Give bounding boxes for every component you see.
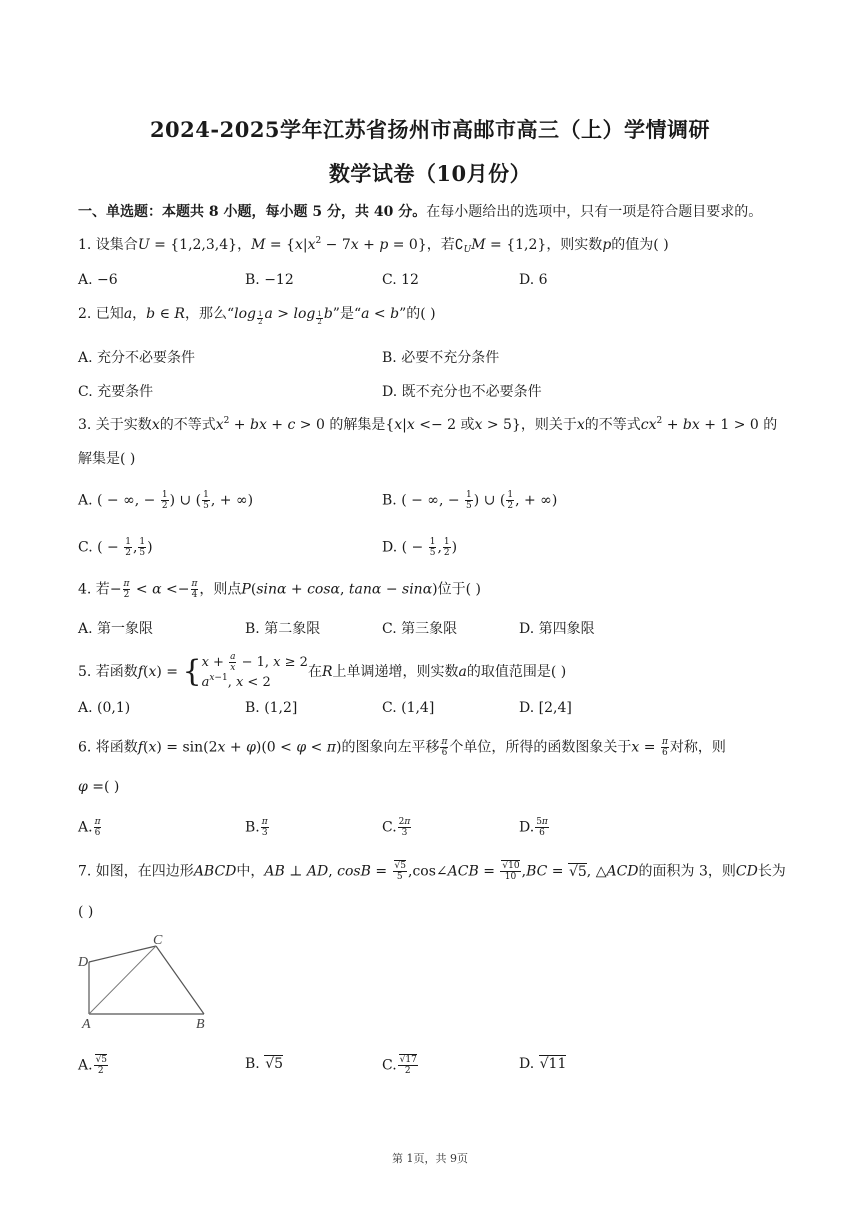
question-7-stem-cont: ( ) (78, 904, 94, 920)
q3-option-b[interactable]: B. ( − ∞, − $\frac{1}{5}$ ) ∪ ( $\frac{1}{2}$ , + ∞) (382, 490, 558, 511)
q2-option-b[interactable]: B. 必要不充分条件 (382, 350, 500, 366)
q1-option-a[interactable]: A. −6 (78, 272, 118, 288)
label-d: D (78, 955, 89, 970)
question-4-stem: 4. 若− $\frac{\pi}{2}$ < α <− $\frac{\pi}{4}$ ，则点P(sinα + cosα, tanα − sinα)位于( ) (78, 579, 481, 600)
q5-option-c[interactable]: C. (1,4] (382, 700, 435, 716)
q4-option-b[interactable]: B. 第二象限 (245, 621, 321, 637)
question-1-stem: 1. 设集合U = {1,2,3,4}，$M = \{x|x^2 - 7x + p = 0\}$，若$∁_UM = \{1,2\}$，则实数p的值为( ) (78, 236, 669, 255)
q7-option-a[interactable]: A. $\frac{√5}{2}$ (78, 1055, 108, 1076)
q2-option-d[interactable]: D. 既不充分也不必要条件 (382, 384, 542, 400)
question-3-stem-cont: 解集是( ) (78, 451, 136, 467)
q6-option-a[interactable]: A. $\frac{\pi}{6}$ (78, 817, 101, 838)
question-6-stem-cont: φ =( ) (78, 779, 120, 795)
q7-option-d[interactable]: D. √11 (519, 1056, 567, 1072)
q3-option-a[interactable]: A. ( − ∞, − $\frac{1}{2}$ ) ∪ ( $\frac{1}{5}$ , + ∞) (78, 490, 254, 511)
q2-option-a[interactable]: A. 充分不必要条件 (78, 350, 196, 366)
q5-option-a[interactable]: A. (0,1) (78, 700, 131, 716)
label-a: A (82, 1017, 91, 1032)
q5-option-d[interactable]: D. [2,4] (519, 700, 572, 716)
q6-option-b[interactable]: B. $\frac{\pi}{3}$ (245, 817, 268, 838)
exam-title-line1: 2024-2025学年江苏省扬州市高邮市高三（上）学情调研 (149, 117, 711, 142)
question-6-stem: 6. 将函数f(x) = sin(2x + φ)(0 < φ < π)的图象向左平移 $\frac{\pi}{6}$ 个单位，所得的函数图象关于x = $\frac{\pi}{6}$ 对称，则 (78, 737, 726, 758)
diagonal-ac (89, 946, 156, 1014)
q7-option-c[interactable]: C. $\frac{√17}{2}$ (382, 1055, 417, 1076)
question-2-stem: 2. 已知a，b ∈ R，那么“log $_{\frac{1}{2}}$ a > log $_{\frac{1}{2}}$ b”是“a < b”的( ) (78, 306, 436, 326)
exam-title-line2: 数学试卷（10月份） (328, 161, 532, 186)
q1-option-b[interactable]: B. −12 (245, 272, 294, 288)
q2-option-c[interactable]: C. 充要条件 (78, 384, 154, 400)
section-instructions: 在每小题给出的选项中，只有一项是符合题目要求的。 (426, 204, 763, 220)
q4-option-a[interactable]: A. 第一象限 (78, 621, 154, 637)
q6-option-d[interactable]: D. $\frac{5\pi}{6}$ (519, 817, 548, 838)
q4-option-d[interactable]: D. 第四象限 (519, 621, 595, 637)
q4-option-c[interactable]: C. 第三象限 (382, 621, 458, 637)
label-c: C (153, 933, 163, 948)
question-7-stem: 7. 如图，在四边形ABCD中，AB ⊥ AD, cosB = $\frac{√5}{5}$ ,cos∠ACB = $\frac{√10}{10}$ ,BC = √5, △ACD的面积为 3，则CD长为 (78, 861, 786, 882)
q1-option-c[interactable]: C. 12 (382, 272, 419, 288)
label-b: B (196, 1017, 205, 1032)
q7-option-b[interactable]: B. √5 (245, 1056, 284, 1072)
section-header (78, 203, 762, 221)
edge-dc (89, 946, 156, 962)
q3-option-c[interactable]: C. ( − $\frac{1}{2}$ , $\frac{1}{5}$ ) (78, 537, 153, 558)
question-3-stem: 3. 关于实数x的不等式$x^2$ + bx + c > 0 的解集是{x|x <− 2 或x > 5}，则关于x的不等式$cx^2$ + bx + 1 > 0 的 (78, 416, 778, 433)
q5-option-b[interactable]: B. (1,2] (245, 700, 298, 716)
question-5-stem: 5. 若函数f(x) = { x + $\frac{a}{x}$ − 1, x ≥ 2 $a^{x-1}$, x < 2 在R上单调递增，则实数a的取值范围是( ) (78, 652, 567, 690)
q6-option-c[interactable]: C. $\frac{2\pi}{3}$ (382, 817, 411, 838)
section-head: 一、单选题：本题共 8 小题，每小题 5 分，共 40 分。 (78, 204, 427, 220)
edge-cb (156, 946, 204, 1014)
q3-option-d[interactable]: D. ( − $\frac{1}{5}$ , $\frac{1}{2}$ ) (382, 537, 458, 558)
quadrilateral-figure (74, 932, 224, 1032)
page-footer: 第 1页，共 9页 (392, 1152, 468, 1165)
q1-option-d[interactable]: D. 6 (519, 272, 548, 288)
